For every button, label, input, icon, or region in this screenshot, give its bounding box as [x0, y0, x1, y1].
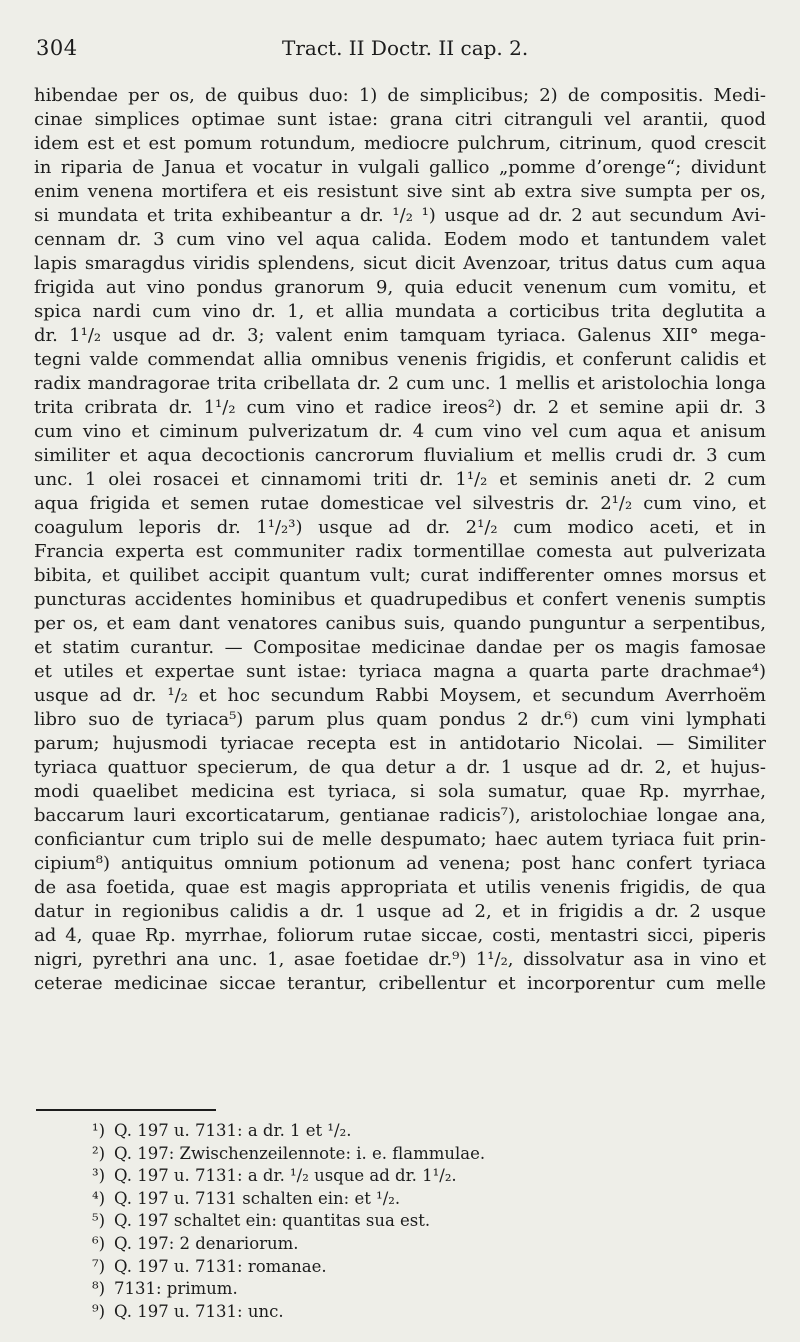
text-line: cennam dr. 3 cum vino vel aqua calida. Eodem modo et tantundem valet [34, 229, 766, 250]
text-line: unc. 1 olei rosacei et cinnamomi triti dr. 1¹/₂ et seminis aneti dr. 2 cum [34, 469, 766, 490]
footnote [92, 1188, 692, 1211]
footnote-text: Q. 197 u. 7131: a dr. ¹/₂ usque ad dr. 1¹/₂. [114, 1166, 457, 1186]
text-line: cum vino et ciminum pulverizatum dr. 4 cum vino vel cum aqua et anisum [34, 421, 766, 442]
text-line: nigri, pyrethri ana unc. 1, asae foetidae dr.⁹) 1¹/₂, dissolvatur asa in vino et [34, 949, 766, 970]
text-line: trita cribrata dr. 1¹/₂ cum vino et radice ireos²) dr. 2 et semine apii dr. 3 [34, 397, 766, 418]
text-line: cinae simplices optimae sunt istae: grana citri citranguli vel arantii, quod [34, 109, 766, 130]
body-text [34, 84, 766, 996]
text-line: spica nardi cum vino dr. 1, et allia mundata a corticibus trita deglutita a [34, 301, 766, 322]
text-line: hibendae per os, de quibus duo: 1) de simplicibus; 2) de compositis. Medi- [34, 85, 766, 106]
text-line: radix mandragorae trita cribellata dr. 2 cum unc. 1 mellis et aristolochia longa [34, 373, 766, 394]
text-line: tegni valde commendat allia omnibus venenis frigidis, et conferunt calidis et [34, 349, 766, 370]
text-line: parum; hujusmodi tyriacae recepta est in antidotario Nicolai. — Similiter [34, 733, 766, 754]
footnote-text: Q. 197 schaltet ein: quantitas sua est. [114, 1211, 431, 1231]
text-line: et utiles et expertae sunt istae: tyriaca magna a quarta parte drachmae⁴) [34, 661, 766, 682]
text-line: frigida aut vino pondus granorum 9, quia educit venenum cum vomitu, et [34, 277, 766, 298]
text-line: de asa foetida, quae est magis appropriata et utilis venenis frigidis, de qua [34, 877, 766, 898]
footnote [92, 1120, 692, 1143]
text-line: ceterae medicinae siccae terantur, cribellentur et incorporentur cum melle [34, 973, 766, 994]
text-line: in riparia de Janua et vocatur in vulgali gallico „pomme d’orenge“; dividunt [34, 157, 766, 178]
text-line: cipium⁸) antiquitus omnium potionum ad venena; post hanc confert tyriaca [34, 853, 766, 874]
footnote-mark: ³) [92, 1166, 106, 1186]
footnotes [92, 1120, 692, 1323]
text-line: si mundata et trita exhibeantur a dr. ¹/₂ ¹) usque ad dr. 2 aut secundum Avi- [34, 205, 766, 226]
text-line: lapis smaragdus viridis splendens, sicut dicit Avenzoar, tritus datus cum aqua [34, 253, 766, 274]
footnote [92, 1278, 692, 1301]
footnote-text: Q. 197 u. 7131 schalten ein: et ¹/₂. [114, 1188, 401, 1208]
footnote-text: Q. 197: 2 denariorum. [114, 1233, 299, 1253]
text-line: modi quaelibet medicina est tyriaca, si sola sumatur, quae Rp. myrrhae, [34, 781, 766, 802]
footnote-mark: ²) [92, 1143, 106, 1163]
footnote-mark: ⁵) [92, 1211, 106, 1231]
text-line: aqua frigida et semen rutae domesticae vel silvestris dr. 2¹/₂ cum vino, et [34, 493, 766, 514]
text-line: tyriaca quattuor specierum, de qua detur a dr. 1 usque ad dr. 2, et hujus- [34, 757, 766, 778]
footnote-text: 7131: primum. [114, 1279, 238, 1299]
text-line: enim venena mortifera et eis resistunt sive sint ab extra sive sumpta per os, [34, 181, 766, 202]
footnote-text: Q. 197 u. 7131: a dr. 1 et ¹/₂. [114, 1121, 352, 1140]
text-line: et statim curantur. — Compositae medicinae dandae per os magis famosae [34, 637, 766, 658]
text-line: conficiantur cum triplo sui de melle despumato; haec autem tyriaca fuit prin- [34, 829, 766, 850]
footnote-text: Q. 197 u. 7131: romanae. [114, 1256, 327, 1276]
text-line: coagulum leporis dr. 1¹/₂³) usque ad dr. 2¹/₂ cum modico aceti, et in [34, 517, 766, 538]
footnote-text: Q. 197 u. 7131: unc. [114, 1301, 284, 1321]
text-line: bibita, et quilibet accipit quantum vult; curat indifferenter omnes morsus et [34, 565, 766, 586]
text-line: Francia experta est communiter radix tormentillae comesta aut pulverizata [34, 541, 766, 562]
footnote-mark: ⁷) [92, 1256, 106, 1276]
text-line: per os, et eam dant venatores canibus suis, quando punguntur a serpentibus, [34, 613, 766, 634]
page-header [36, 36, 776, 66]
footnote [92, 1301, 692, 1324]
text-line: datur in regionibus calidis a dr. 1 usque ad 2, et in frigidis a dr. 2 usque [34, 901, 766, 922]
text-line: similiter et aqua decoctionis cancrorum fluvialium et mellis crudi dr. 3 cum [34, 445, 766, 466]
text-line: libro suo de tyriaca⁵) parum plus quam pondus 2 dr.⁶) cum vini lymphati [34, 709, 766, 730]
text-line: idem est et est pomum rotundum, mediocre pulchrum, citrinum, quod crescit [34, 133, 766, 154]
text-line: dr. 1¹/₂ usque ad dr. 3; valent enim tamquam tyriaca. Galenus XII° mega- [34, 325, 766, 346]
page-number: 304 [36, 36, 78, 60]
footnote-text: Q. 197: Zwischenzeilennote: i. e. flammulae. [114, 1143, 486, 1163]
footnote-mark: ⁹) [92, 1301, 106, 1321]
footnote-mark: ⁸) [92, 1279, 106, 1299]
footnote [92, 1233, 692, 1256]
footnote [92, 1143, 692, 1166]
text-line: ad 4, quae Rp. myrrhae, foliorum rutae siccae, costi, mentastri sicci, piperis [34, 925, 766, 946]
footnote [92, 1210, 692, 1233]
text-line: puncturas accidentes hominibus et quadrupedibus et confert venenis sumptis [34, 589, 766, 610]
footnote-separator [36, 1109, 216, 1111]
footnote-mark: ¹) [92, 1121, 106, 1140]
footnote-mark: ⁶) [92, 1233, 106, 1253]
footnote-mark: ⁴) [92, 1188, 106, 1208]
footnote [92, 1256, 692, 1279]
text-line: usque ad dr. ¹/₂ et hoc secundum Rabbi Moysem, et secundum Averrhoëm [34, 685, 766, 706]
footnote [92, 1165, 692, 1188]
running-title: Tract. II Doctr. II cap. 2. [282, 36, 529, 60]
text-line: baccarum lauri excorticatarum, gentianae radicis⁷), aristolochiae longae ana, [34, 805, 766, 826]
